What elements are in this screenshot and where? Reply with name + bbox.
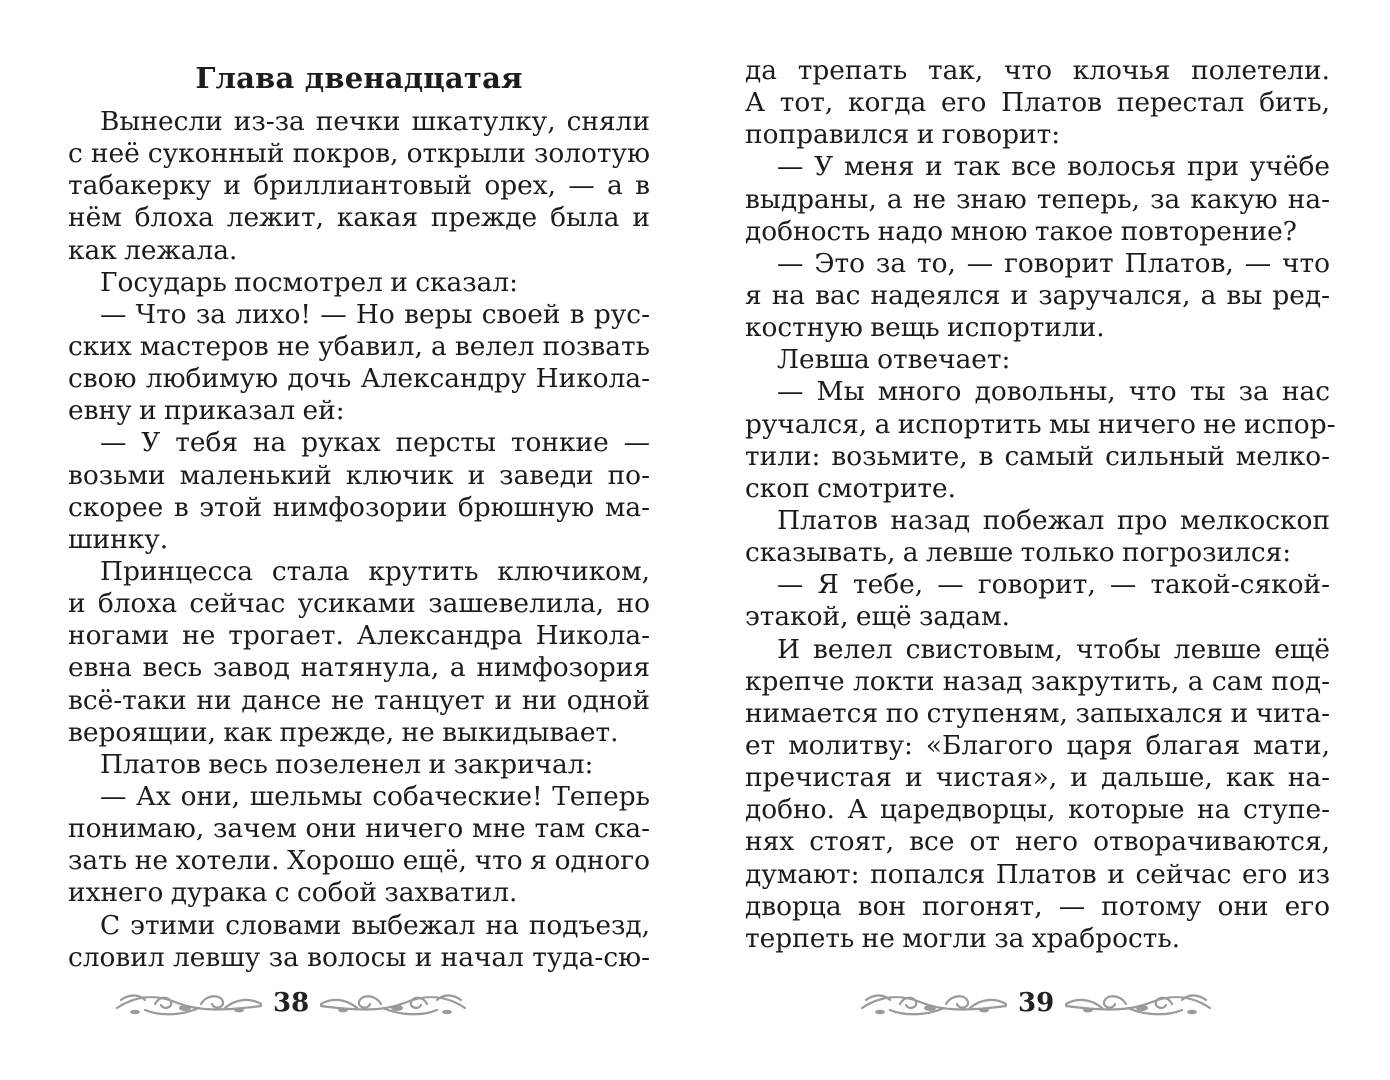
text-line: пречистая и чистая», и дальше, как на- bbox=[745, 762, 1330, 794]
text-line: Платов назад побежал про мелкоскоп bbox=[777, 504, 1330, 536]
text-line: Левша отвечает: bbox=[777, 344, 1011, 376]
text-line: нимается по ступеням, запыхался и чита- bbox=[745, 697, 1330, 729]
left-page-footer bbox=[115, 978, 467, 1028]
text-line: — Я тебе, — говорит, — такой-сякой- bbox=[777, 569, 1330, 601]
text-line: ских мастеров не убавил, а велел позвать bbox=[68, 330, 650, 362]
text-line: ет молитву: «Благого царя благая мати, bbox=[745, 729, 1330, 761]
text-line: скорее в этой нимфозории брюшную ма- bbox=[68, 491, 650, 523]
text-line: евна весь завод натянула, а нимфозория bbox=[68, 652, 650, 684]
text-line: добность надо мною такое повторение? bbox=[745, 215, 1297, 247]
text-line: — Это за то, — говорит Платов, — что bbox=[777, 247, 1330, 279]
page-number: 38 bbox=[273, 988, 310, 1018]
text-line: возьми маленький ключик и заведи по- bbox=[68, 459, 650, 491]
text-line: крепче локти назад закрутить, а сам под- bbox=[745, 665, 1330, 697]
text-line: тили: возьмите, в самый сильный мелко- bbox=[745, 440, 1330, 472]
text-line: понимаю, зачем они ничего мне там ска- bbox=[68, 813, 650, 845]
ornament-right-icon bbox=[317, 986, 467, 1020]
text-line: — У тебя на руках персты тонкие — bbox=[100, 427, 650, 459]
ornament-left-icon bbox=[860, 986, 1010, 1020]
text-line: добно. А царедворцы, которые на ступе- bbox=[745, 794, 1330, 826]
right-page bbox=[745, 0, 1336, 1080]
text-line: ногами не трогает. Александра Никола- bbox=[68, 620, 650, 652]
text-line: вероящии, как прежде, не выкидывает. bbox=[68, 716, 619, 748]
page-number: 39 bbox=[1018, 988, 1055, 1018]
text-line: ручался, а испортить мы ничего не испор- bbox=[745, 408, 1336, 440]
ornament-right-icon bbox=[1062, 986, 1212, 1020]
text-line: выдраны, а не знаю теперь, за какую на- bbox=[745, 183, 1330, 215]
left-page bbox=[68, 0, 650, 1080]
text-line: зать не хотели. Хорошо ещё, что я одного bbox=[68, 845, 650, 877]
text-line: всё-таки ни дансе не танцует и ни одной bbox=[68, 684, 650, 716]
text-line: этакой, ещё задам. bbox=[745, 601, 1011, 633]
text-line: Государь посмотрел и сказал: bbox=[100, 266, 519, 298]
text-line: ихнего дурака с собой захватил. bbox=[68, 877, 518, 909]
text-line: Принцесса стала крутить ключиком, bbox=[100, 555, 650, 587]
text-line: — У меня и так все волосья при учёбе bbox=[777, 151, 1330, 183]
text-line: А тот, когда его Платов перестал бить, bbox=[745, 87, 1330, 119]
right-page-text bbox=[745, 55, 1336, 955]
left-page-text bbox=[68, 106, 650, 974]
text-line: И велел свистовым, чтобы левше ещё bbox=[777, 633, 1330, 665]
text-line: костную вещь испортили. bbox=[745, 312, 1105, 344]
text-line: с неё суконный покров, открыли золотую bbox=[68, 138, 650, 170]
text-line: евну и приказал ей: bbox=[68, 395, 345, 427]
text-line: свою любимую дочь Александру Никола- bbox=[68, 363, 650, 395]
text-line: я на вас надеялся и заручался, а вы ред- bbox=[745, 279, 1330, 311]
text-line: шинку. bbox=[68, 523, 169, 555]
text-line: — Ах они, шельмы собачеcкие! Теперь bbox=[100, 780, 650, 812]
text-line: нём блоха лежит, какая прежде была и bbox=[68, 202, 650, 234]
text-line: как лежала. bbox=[68, 234, 238, 266]
text-line: и блоха сейчас усиками зашевелила, но bbox=[68, 588, 650, 620]
text-line: табакерку и бриллиантовый орех, — а в bbox=[68, 170, 650, 202]
text-line: Платов весь позеленел и закричал: bbox=[100, 748, 594, 780]
text-line: дворца вон погонят, — потому они его bbox=[745, 890, 1330, 922]
text-line: С этими словами выбежал на подъезд, bbox=[100, 909, 650, 941]
text-line: сказывать, а левше только погрозился: bbox=[745, 537, 1292, 569]
text-line: терпеть не могли за храбрость. bbox=[745, 922, 1181, 954]
chapter-title: Глава двенадцатая bbox=[195, 61, 523, 95]
text-line: — Мы много довольны, что ты за нас bbox=[777, 376, 1330, 408]
text-line: скоп смотрите. bbox=[745, 472, 957, 504]
text-line: поправился и говорит: bbox=[745, 119, 1061, 151]
right-page-footer bbox=[860, 978, 1212, 1028]
text-line: Вынесли из-за печки шкатулку, сняли bbox=[100, 106, 650, 137]
text-line: нях стоят, все от него отворачиваются, bbox=[745, 826, 1330, 858]
ornament-left-icon bbox=[115, 986, 265, 1020]
text-line: да трепать так, что клочья полетели. bbox=[745, 55, 1330, 86]
text-line: думают: попался Платов и сейчас его из bbox=[745, 858, 1330, 890]
text-line: — Что за лихо! — Но веры своей в рус- bbox=[100, 298, 650, 330]
text-line: словил левшу за волосы и начал туда-сю- bbox=[68, 941, 650, 973]
